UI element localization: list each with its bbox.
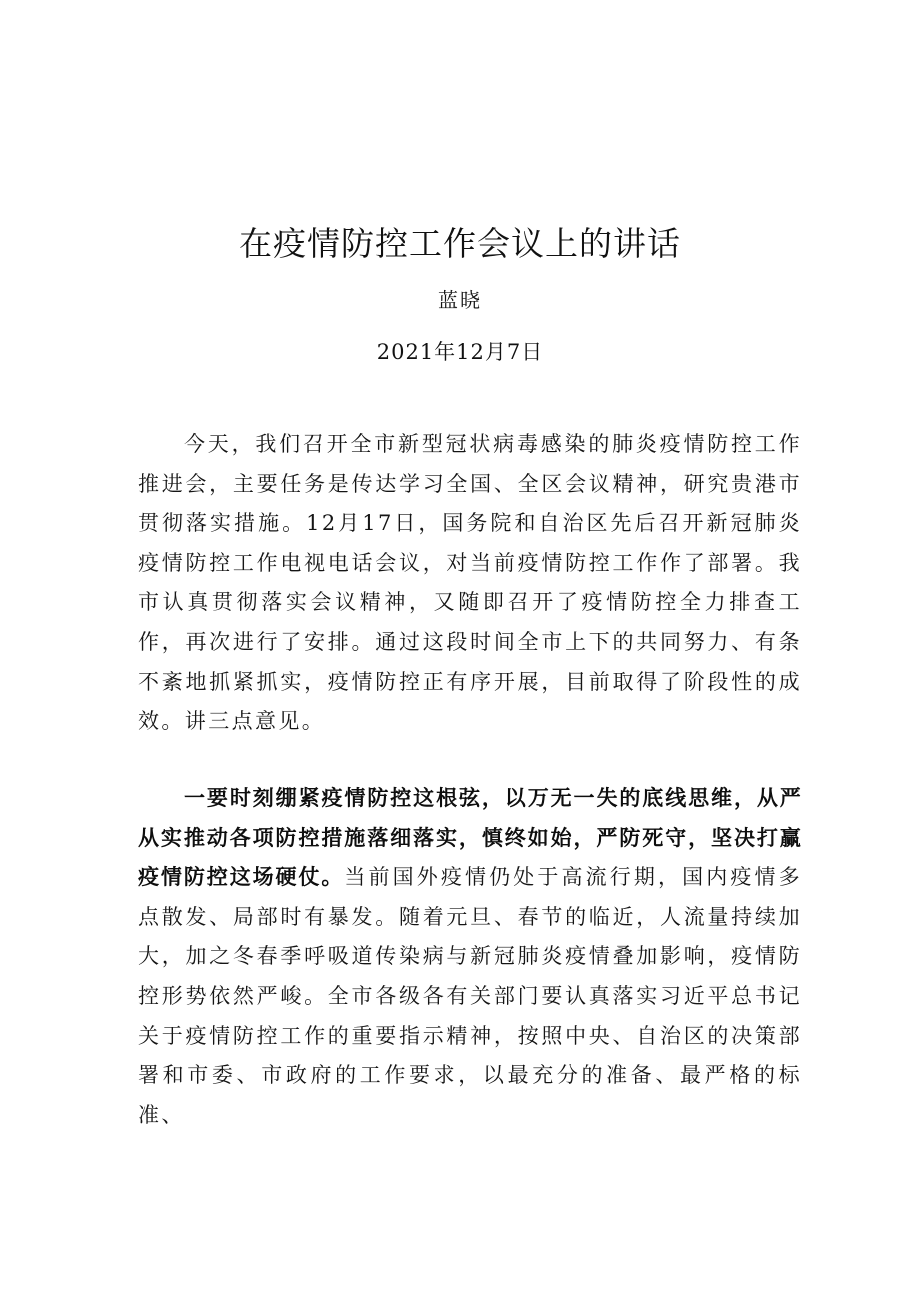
document-date: 2021年12月7日 bbox=[376, 340, 544, 364]
document-author: 蓝晓 bbox=[438, 288, 482, 312]
document-title: 在疫情防控工作会议上的讲话 bbox=[239, 224, 681, 263]
paragraph-point-one-text: 当前国外疫情仍处于高流行期，国内疫情多点散发、局部时有暴发。随着元旦、春节的临近，人流量持续加大，加之冬春季呼吸道传染病与新冠肺炎疫情叠加影响，疫情防控形势依然严峻。全市各级各有关部门要认真落实习近平总书记关于疫情防控工作的重要指示精神，按照中央、自治区的决策部署和市委、市政府的工作要求，以最充分的准备、最严格的标准、 bbox=[138, 865, 802, 1127]
paragraph-point-one bbox=[138, 779, 802, 1135]
paragraph-intro-text: 今天，我们召开全市新型冠状病毒感染的肺炎疫情防控工作推进会，主要任务是传达学习全国、全区会议精神，研究贵港市贯彻落实措施。12月17日，国务院和自治区先后召开新冠肺炎疫情防控工作电视电话会议，对当前疫情防控工作作了部署。我市认真贯彻落实会议精神，又随即召开了疫情防控全力排查工作，再次进行了安排。通过这段时间全市上下的共同努力、有条不紊地抓紧抓实，疫情防控正有序开展，目前取得了阶段性的成效。讲三点意见。 bbox=[138, 432, 802, 734]
paragraph-intro bbox=[138, 425, 802, 742]
paragraph-point-one-lead: 一要时刻绷紧疫情防控这根弦，以万无一失的底线思维，从严从实推动各项防控措施落细落实，慎终如始，严防死守，坚决打赢疫情防控这场硬仗。 bbox=[138, 786, 802, 890]
